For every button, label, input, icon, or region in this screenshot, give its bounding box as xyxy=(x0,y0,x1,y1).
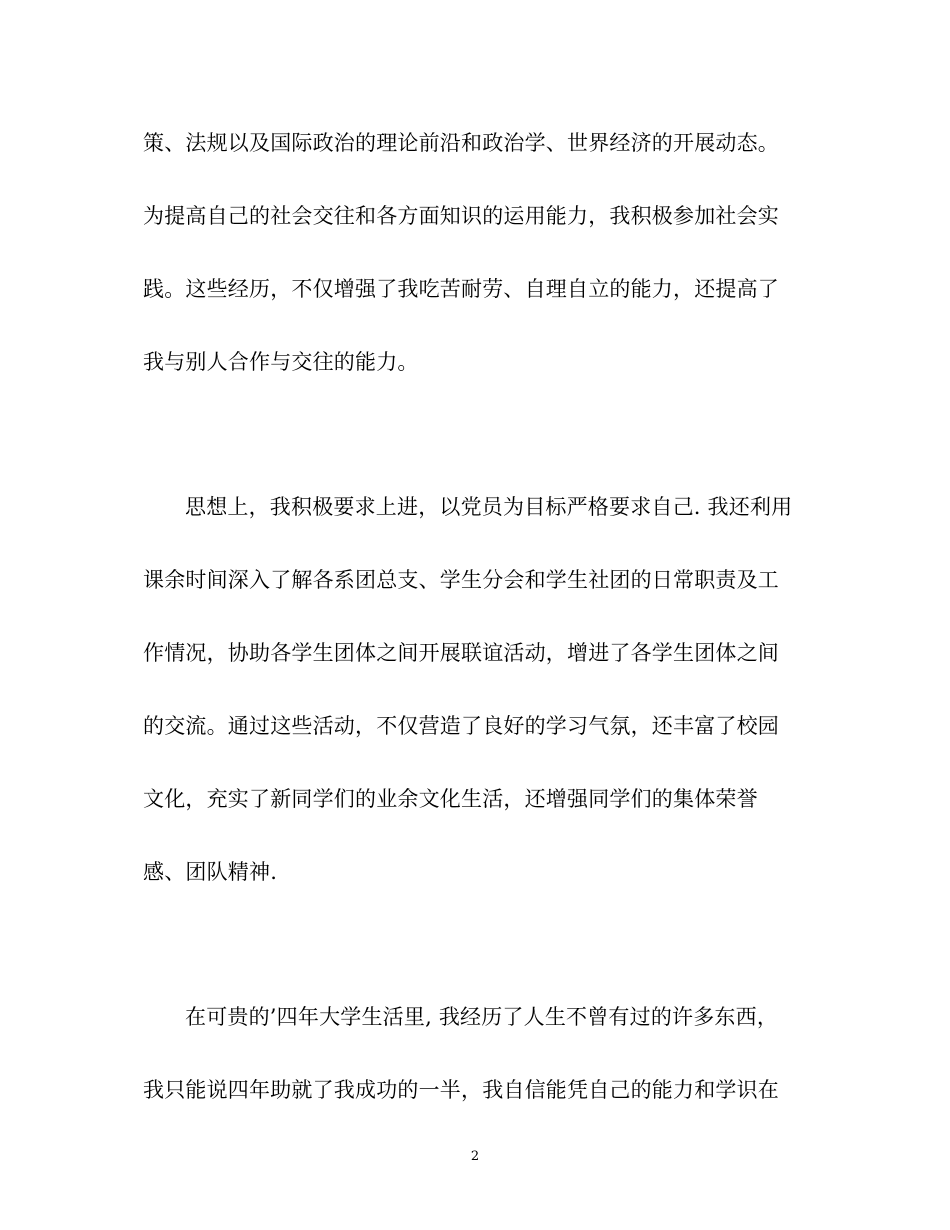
text-line: 在可贵的’四年大学生活里, 我经历了人生不曾有过的许多东西， xyxy=(185,1005,779,1029)
text-line: 我与别人合作与交往的能力。 xyxy=(143,350,419,374)
text-line: 策、法规以及国际政治的理论前沿和政治学、世界经济的开展动态。 xyxy=(143,131,779,155)
text-line: 课余时间深入了解各系团总支、学生分会和学生社团的日常职责及工 xyxy=(143,568,779,592)
text-line: 为提高自己的社会交往和各方面知识的运用能力，我积极参加社会实 xyxy=(143,204,779,228)
text-line: 感、团队精神. xyxy=(143,860,278,884)
text-line: 我只能说四年助就了我成功的一半，我自信能凭自己的能力和学识在 xyxy=(143,1078,779,1102)
text-line: 践。这些经历，不仅增强了我吃苦耐劳、自理自立的能力，还提高了 xyxy=(143,277,779,301)
page-number: 2 xyxy=(470,1149,480,1164)
text-line: 作情况，协助各学生团体之间开展联谊活动，增进了各学生团体之间 xyxy=(143,641,779,665)
text-line: 文化，充实了新同学们的业余文化生活，还增强同学们的集体荣誉 xyxy=(143,787,758,811)
text-line: 的交流。通过这些活动，不仅营造了良好的学习气氛，还丰富了校园 xyxy=(143,714,779,738)
text-line: 思想上，我积极要求上进，以党员为目标严格要求自己. 我还利用 xyxy=(185,495,793,519)
